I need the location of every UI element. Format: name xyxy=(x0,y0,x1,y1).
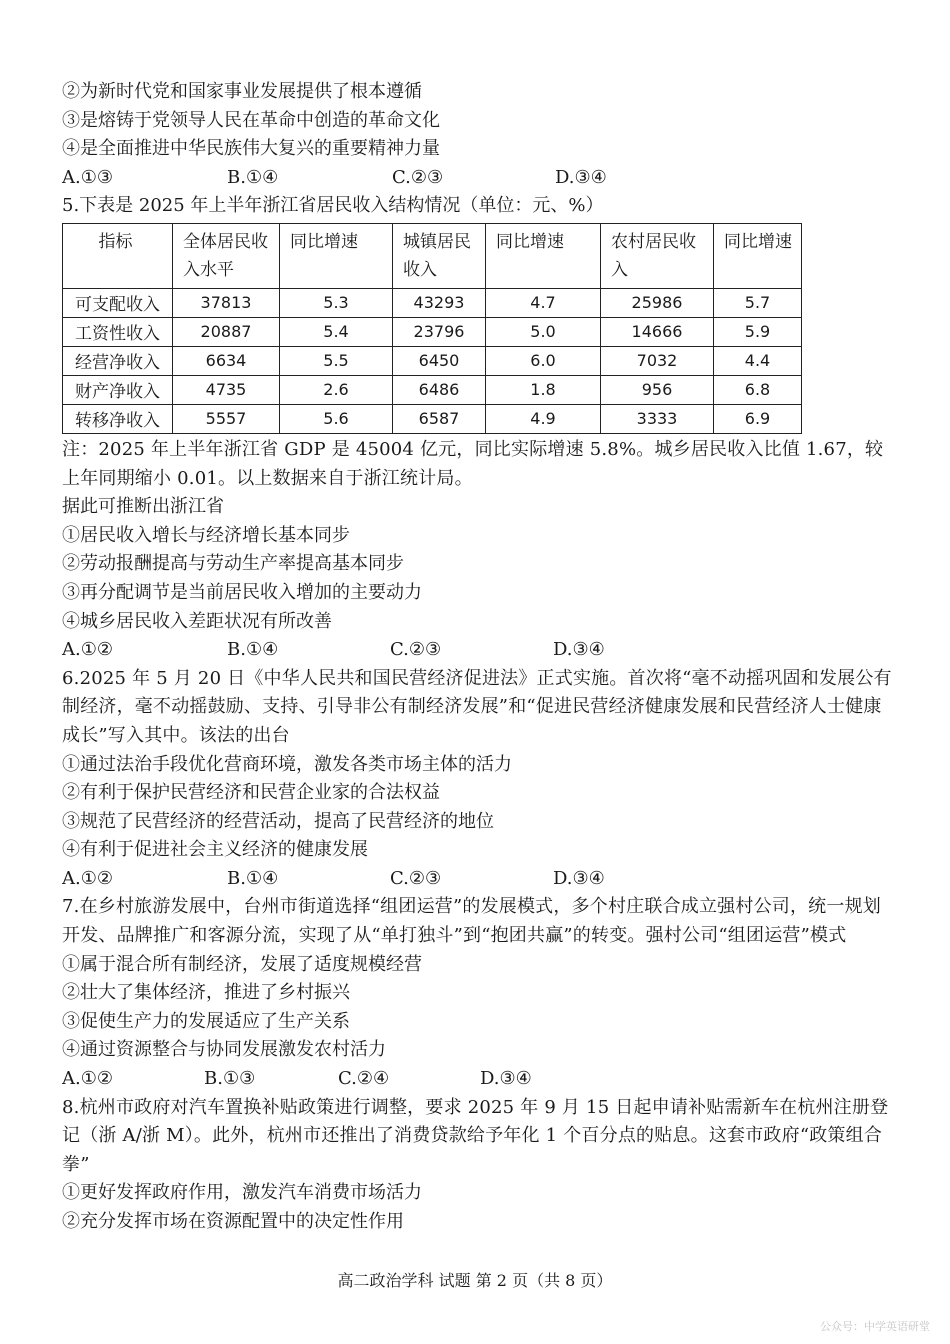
q7-item: ①属于混合所有制经济，发展了适度规模经营 xyxy=(62,953,422,975)
table-row xyxy=(63,404,802,433)
table-header: 全体居民收入水平 xyxy=(173,223,280,288)
table-cell: 5.6 xyxy=(280,404,393,433)
option-d: D.③④ xyxy=(553,639,605,661)
table-cell: 4.4 xyxy=(714,346,802,375)
q8-stem: 8.杭州市政府对汽车置换补贴政策进行调整，要求 2025 年 9 月 15 日起申请补贴需新车在杭州注册登记（浙 A/浙 M）。此外，杭州市还推出了消费贷款给予年化 1 个百分点的贴息。这套市政府“政策组合拳” xyxy=(62,1096,889,1175)
q6-item: ②有利于保护民营经济和民营企业家的合法权益 xyxy=(62,782,440,804)
q5-item: ③再分配调节是当前居民收入增加的主要动力 xyxy=(62,581,422,603)
table-cell: 工资性收入 xyxy=(63,317,173,346)
table-cell: 43293 xyxy=(393,288,486,317)
table-cell: 5557 xyxy=(173,404,280,433)
q4-item: ③是熔铸于党领导人民在革命中创造的革命文化 xyxy=(62,109,440,131)
table-cell: 4735 xyxy=(173,375,280,404)
income-table xyxy=(62,223,802,434)
table-cell: 6486 xyxy=(393,375,486,404)
q7-stem: 7.在乡村旅游发展中，台州市街道选择“组团运营”的发展模式，多个村庄联合成立强村公司，统一规划开发、品牌推广和客源分流，实现了从“单打独斗”到“抱团共赢”的转变。强村公司“组团运营”模式 xyxy=(62,896,881,947)
table-cell: 5.3 xyxy=(280,288,393,317)
table-row xyxy=(63,346,802,375)
table-cell: 20887 xyxy=(173,317,280,346)
option-a: A.①② xyxy=(62,639,113,661)
table-cell: 财产净收入 xyxy=(63,375,173,404)
option-a: A.①③ xyxy=(62,166,113,188)
q4-item: ②为新时代党和国家事业发展提供了根本遵循 xyxy=(62,81,422,102)
q8-item: ①更好发挥政府作用，激发汽车消费市场活力 xyxy=(62,1182,422,1204)
table-header: 农村居民收入 xyxy=(601,223,714,288)
table-cell: 6634 xyxy=(173,346,280,375)
table-cell: 6.9 xyxy=(714,404,802,433)
table-cell: 7032 xyxy=(601,346,714,375)
q6-item: ④有利于促进社会主义经济的健康发展 xyxy=(62,839,368,861)
option-b: B.①④ xyxy=(227,867,279,889)
q6-stem: 6.2025 年 5 月 20 日《中华人民共和国民营经济促进法》正式实施。首次将“毫不动摇巩固和发展公有制经济，毫不动摇鼓励、支持、引导非公有制经济发展”和“促进民营经济健康发展和民营经济人士健康成长”写入其中。该法的出台 xyxy=(62,667,892,746)
table-row xyxy=(63,375,802,404)
table-cell: 可支配收入 xyxy=(63,288,173,317)
option-d: D.③④ xyxy=(553,867,605,889)
table-cell: 6450 xyxy=(393,346,486,375)
table-cell: 6.0 xyxy=(486,346,601,375)
option-d: D.③④ xyxy=(480,1068,532,1090)
option-c: C.②③ xyxy=(390,639,442,661)
table-cell: 1.8 xyxy=(486,375,601,404)
table-row xyxy=(63,317,802,346)
option-a: A.①② xyxy=(62,867,113,889)
option-c: C.②③ xyxy=(392,166,444,188)
q5-item: ①居民收入增长与经济增长基本同步 xyxy=(62,524,350,546)
table-cell: 5.0 xyxy=(486,317,601,346)
q6-item: ①通过法治手段优化营商环境，激发各类市场主体的活力 xyxy=(62,753,512,775)
q5-item: ④城乡居民收入差距状况有所改善 xyxy=(62,610,332,632)
table-cell: 5.4 xyxy=(280,317,393,346)
q5-lead: 据此可推断出浙江省 xyxy=(62,496,224,518)
table-header: 城镇居民收入 xyxy=(393,223,486,288)
table-cell: 23796 xyxy=(393,317,486,346)
option-b: B.①④ xyxy=(227,639,279,661)
table-cell: 4.7 xyxy=(486,288,601,317)
table-header-row xyxy=(63,223,802,288)
table-cell: 5.5 xyxy=(280,346,393,375)
q5-stem: 5.下表是 2025 年上半年浙江省居民收入结构情况（单位：元、%） xyxy=(62,195,604,217)
option-d: D.③④ xyxy=(555,166,607,188)
q4-item: ④是全面推进中华民族伟大复兴的重要精神力量 xyxy=(62,138,440,160)
q7-item: ③促使生产力的发展适应了生产关系 xyxy=(62,1010,350,1032)
table-cell: 14666 xyxy=(601,317,714,346)
page-footer: 高二政治学科 试题 第 2 页（共 8 页） xyxy=(337,1271,613,1290)
option-a: A.①② xyxy=(62,1068,113,1090)
table-row xyxy=(63,288,802,317)
q5-item: ②劳动报酬提高与劳动生产率提高基本同步 xyxy=(62,553,404,575)
table-cell: 6.8 xyxy=(714,375,802,404)
option-c: C.②③ xyxy=(390,867,442,889)
option-b: B.①④ xyxy=(227,166,279,188)
q5-options xyxy=(62,636,892,665)
q4-options xyxy=(62,164,892,193)
q7-options xyxy=(62,1065,892,1094)
table-cell: 3333 xyxy=(601,404,714,433)
table-cell: 5.9 xyxy=(714,317,802,346)
table-cell: 37813 xyxy=(173,288,280,317)
q7-item: ②壮大了集体经济，推进了乡村振兴 xyxy=(62,982,350,1004)
option-c: C.②④ xyxy=(338,1068,390,1090)
q6-item: ③规范了民营经济的经营活动，提高了民营经济的地位 xyxy=(62,810,494,832)
q5-note: 注：2025 年上半年浙江省 GDP 是 45004 亿元，同比实际增速 5.8%。城乡居民收入比值 1.67，较上年同期缩小 0.01。以上数据来自于浙江统计局。 xyxy=(62,438,884,489)
table-cell: 4.9 xyxy=(486,404,601,433)
watermark: 公众号：中学英语研堂 xyxy=(820,1320,930,1333)
table-cell: 956 xyxy=(601,375,714,404)
table-cell: 转移净收入 xyxy=(63,404,173,433)
option-b: B.①③ xyxy=(204,1068,256,1090)
table-header: 同比增速 xyxy=(714,223,802,288)
q7-item: ④通过资源整合与协同发展激发农村活力 xyxy=(62,1039,386,1061)
table-cell: 25986 xyxy=(601,288,714,317)
table-header: 同比增速 xyxy=(280,223,393,288)
table-cell: 6587 xyxy=(393,404,486,433)
table-cell: 2.6 xyxy=(280,375,393,404)
table-header: 同比增速 xyxy=(486,223,601,288)
table-header: 指标 xyxy=(63,223,173,288)
table-cell: 5.7 xyxy=(714,288,802,317)
q6-options xyxy=(62,865,892,894)
q8-item: ②充分发挥市场在资源配置中的决定性作用 xyxy=(62,1211,404,1232)
exam-page xyxy=(62,78,892,1237)
table-cell: 经营净收入 xyxy=(63,346,173,375)
